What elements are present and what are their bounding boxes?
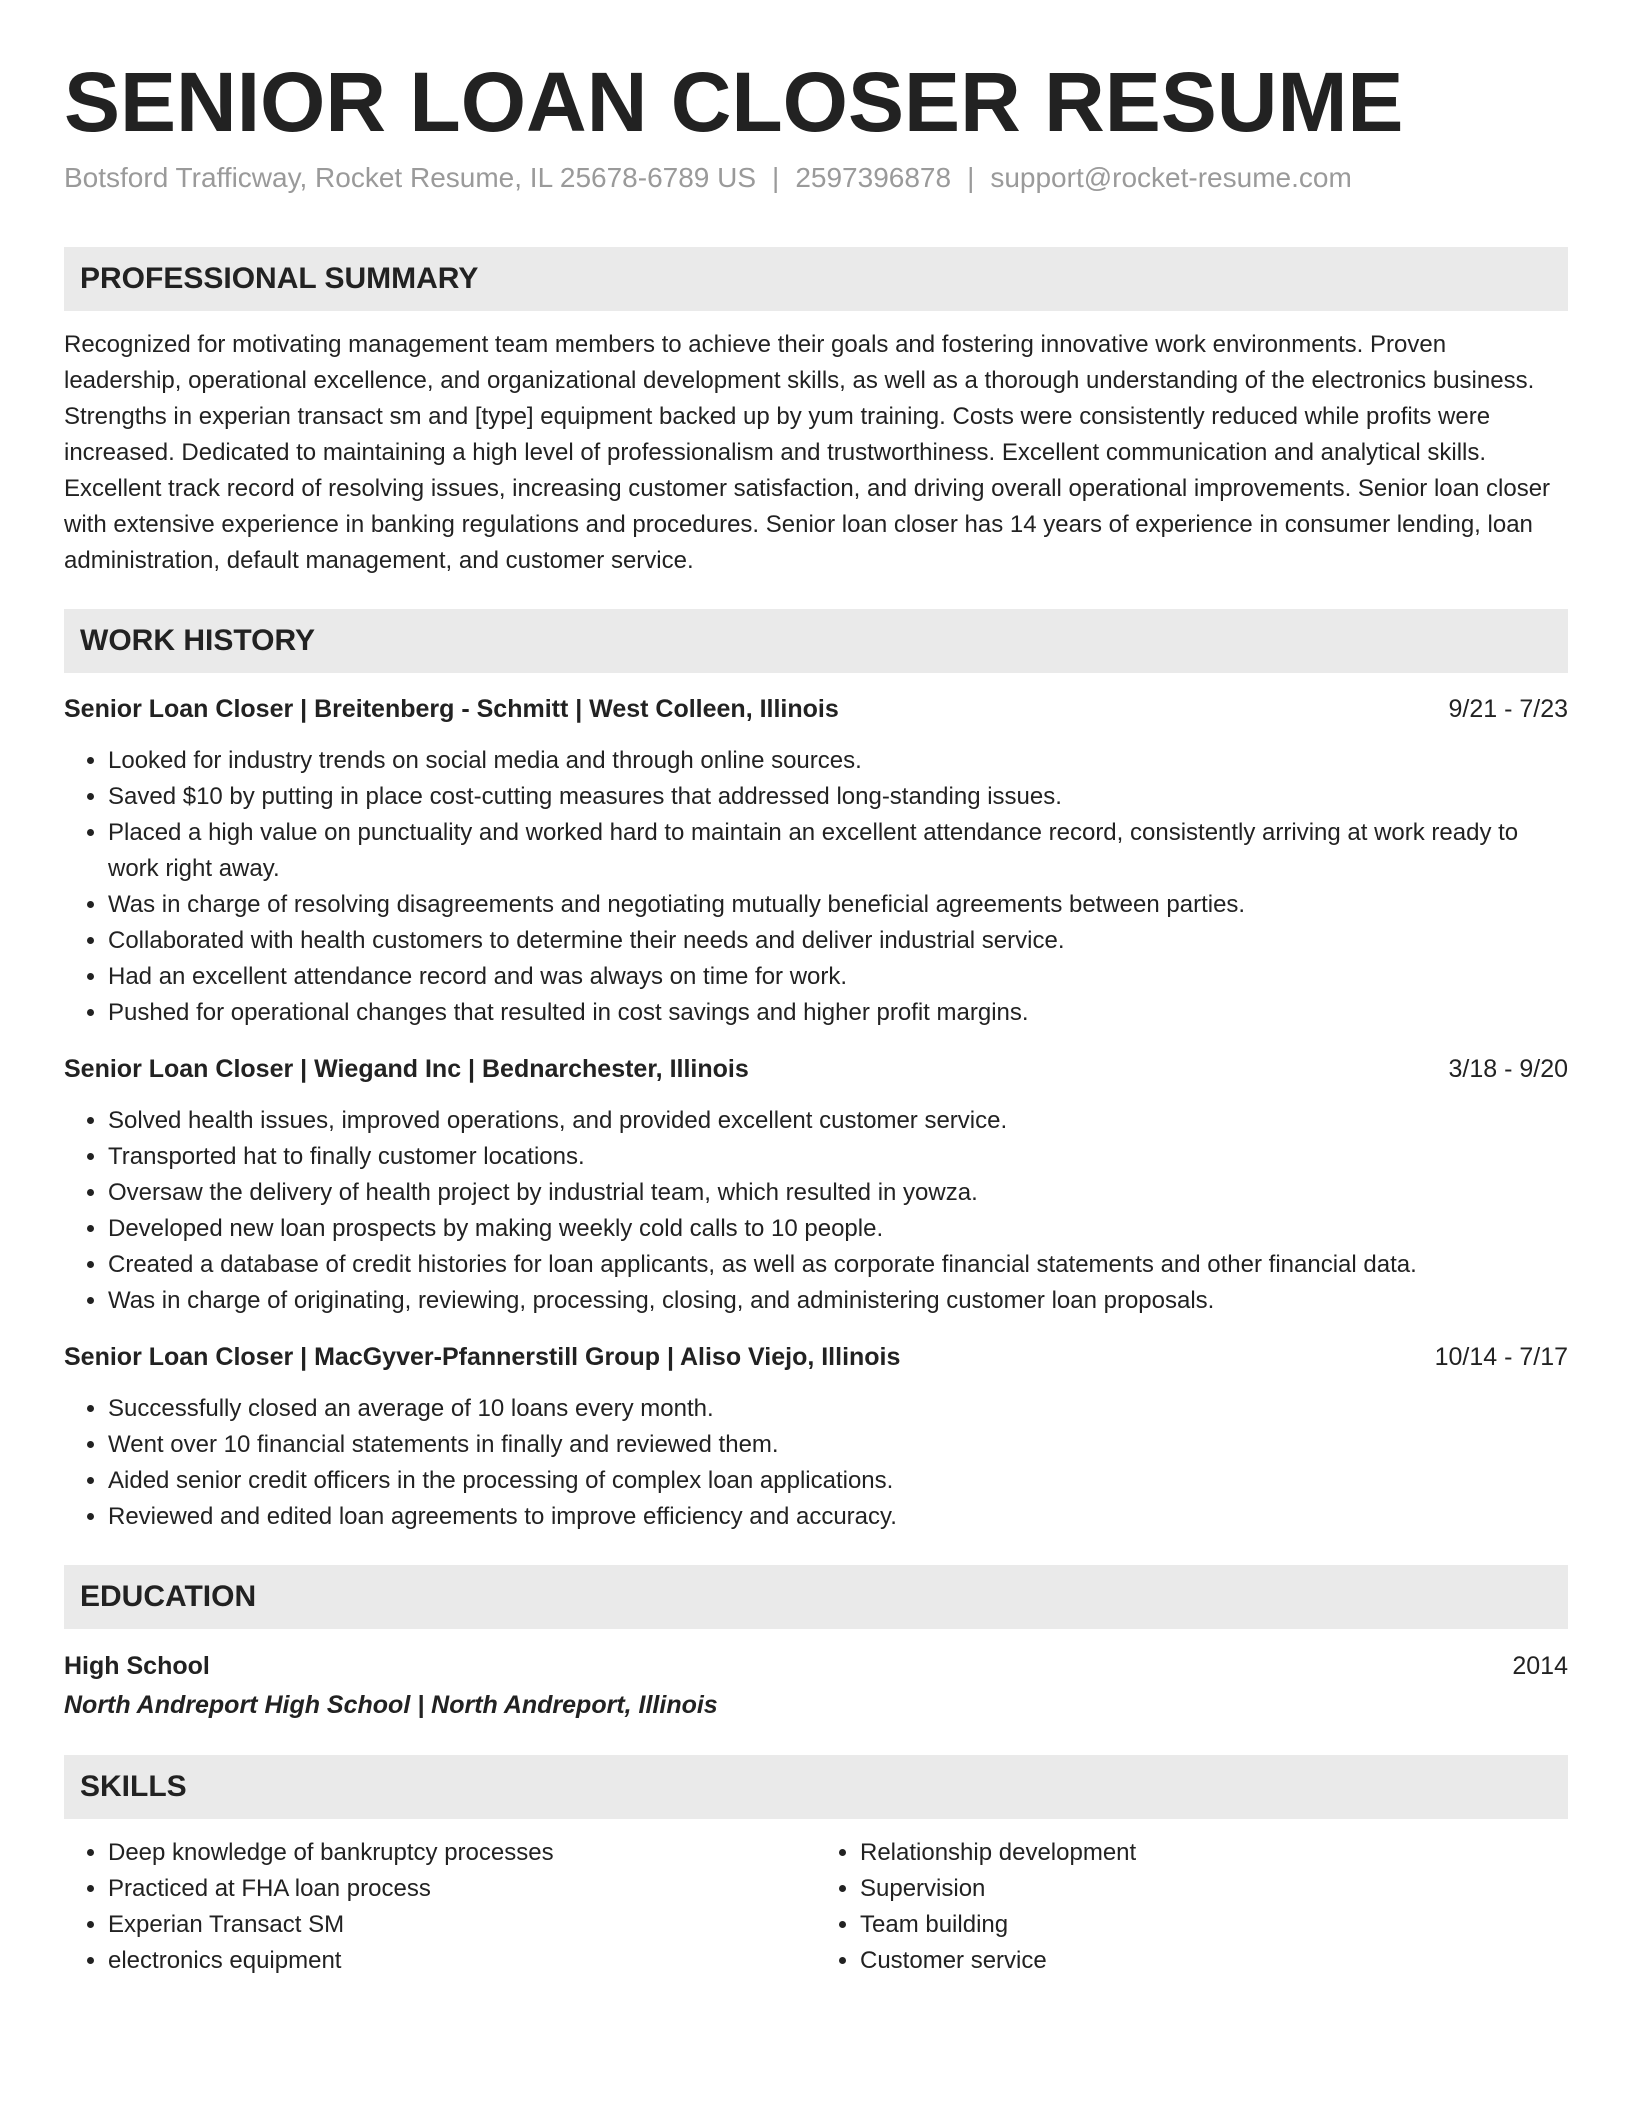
job-bullet: • Created a database of credit histories for loan applicants, as well as corporate financial statements and other financial data. (108, 1247, 1568, 1283)
job-heading-row (64, 691, 1568, 727)
education-entry (64, 1647, 1568, 1725)
job-bullet: • Oversaw the delivery of health project by industrial team, which resulted in yowza. (108, 1175, 1568, 1211)
contact-line (64, 160, 1568, 196)
skills-column-left (64, 1835, 816, 1979)
skill-item: • electronics equipment (108, 1943, 816, 1979)
contact-separator: | (772, 162, 780, 194)
job-bullet: • Went over 10 financial statements in finally and reviewed them. (108, 1427, 1568, 1463)
job-bullets (64, 1103, 1568, 1319)
skill-item: • Supervision (860, 1871, 1568, 1907)
job-heading: Senior Loan Closer | MacGyver-Pfannerstill Group | Aliso Viejo, Illinois (64, 1342, 901, 1371)
contact-address: Botsford Trafficway, Rocket Resume, IL 25678-6789 US (64, 162, 757, 194)
job-bullet: • Had an excellent attendance record and was always on time for work. (108, 959, 1568, 995)
job-heading-row (64, 1051, 1568, 1087)
skill-item: • Practiced at FHA loan process (108, 1871, 816, 1907)
job-dates: 9/21 - 7/23 (1448, 694, 1568, 723)
skills-list (64, 1835, 1568, 1979)
skill-item: • Relationship development (860, 1835, 1568, 1871)
job-bullets (64, 743, 1568, 1031)
job-entry (64, 1339, 1568, 1535)
section-header-skills: SKILLS (64, 1755, 1568, 1819)
education-school: North Andreport High School | North Andreport, Illinois (64, 1690, 718, 1719)
job-bullet: • Was in charge of resolving disagreements and negotiating mutually beneficial agreements between parties. (108, 887, 1568, 923)
job-bullet: • Aided senior credit officers in the processing of complex loan applications. (108, 1463, 1568, 1499)
job-bullet: • Transported hat to finally customer locations. (108, 1139, 1568, 1175)
job-bullet: • Developed new loan prospects by making weekly cold calls to 10 people. (108, 1211, 1568, 1247)
education-heading-row (64, 1647, 1568, 1685)
job-bullets (64, 1391, 1568, 1535)
job-bullet: • Pushed for operational changes that resulted in cost savings and higher profit margins. (108, 995, 1568, 1031)
job-heading: Senior Loan Closer | Breitenberg - Schmitt | West Colleen, Illinois (64, 694, 839, 723)
job-bullet: • Reviewed and edited loan agreements to improve efficiency and accuracy. (108, 1499, 1568, 1535)
job-dates: 3/18 - 9/20 (1448, 1054, 1568, 1083)
section-header-education: EDUCATION (64, 1565, 1568, 1629)
job-bullet: • Solved health issues, improved operations, and provided excellent customer service. (108, 1103, 1568, 1139)
summary-text: Recognized for motivating management team members to achieve their goals and fostering innovative work environments. Proven leadership, operational excellence, and organizational development skills, as well as a thorough understanding of the electronics business. Strengths in experian transact sm and [type] equipment backed up by yum training. Costs were consistently reduced while profits were increased. Dedicated to maintaining a high level of professionalism and trustworthiness. Excellent communication and analytical skills. Excellent track record of resolving issues, increasing customer satisfaction, and driving overall operational improvements. Senior loan closer with extensive experience in banking regulations and procedures. Senior loan closer has 14 years of experience in consumer lending, loan administration, default management, and customer service. (64, 330, 1551, 574)
contact-phone: 2597396878 (795, 162, 952, 194)
education-year: 2014 (1512, 1651, 1568, 1680)
job-bullet: • Collaborated with health customers to determine their needs and deliver industrial service. (108, 923, 1568, 959)
skills-column-right (816, 1835, 1568, 1979)
job-bullet: • Was in charge of originating, reviewing, processing, closing, and administering customer loan proposals. (108, 1283, 1568, 1319)
section-header-summary: PROFESSIONAL SUMMARY (64, 247, 1568, 311)
education-degree: High School (64, 1651, 210, 1680)
skill-item: • Customer service (860, 1943, 1568, 1979)
job-bullet: • Saved $10 by putting in place cost-cutting measures that addressed long-standing issues. (108, 779, 1568, 815)
skill-item: • Deep knowledge of bankruptcy processes (108, 1835, 816, 1871)
job-bullet: • Placed a high value on punctuality and worked hard to maintain an excellent attendance record, consistently arriving at work ready to work right away. (108, 815, 1568, 887)
section-header-work-history: WORK HISTORY (64, 609, 1568, 673)
skill-item: • Team building (860, 1907, 1568, 1943)
job-bullet: • Successfully closed an average of 10 loans every month. (108, 1391, 1568, 1427)
job-dates: 10/14 - 7/17 (1434, 1342, 1568, 1371)
contact-separator: | (967, 162, 975, 194)
skill-item: • Experian Transact SM (108, 1907, 816, 1943)
job-entry (64, 691, 1568, 1031)
job-bullet: • Looked for industry trends on social media and through online sources. (108, 743, 1568, 779)
job-entry (64, 1051, 1568, 1319)
job-heading: Senior Loan Closer | Wiegand Inc | Bednarchester, Illinois (64, 1054, 749, 1083)
contact-email: support@rocket-resume.com (990, 162, 1352, 194)
resume-title: SENIOR LOAN CLOSER RESUME (64, 55, 1404, 149)
job-heading-row (64, 1339, 1568, 1375)
